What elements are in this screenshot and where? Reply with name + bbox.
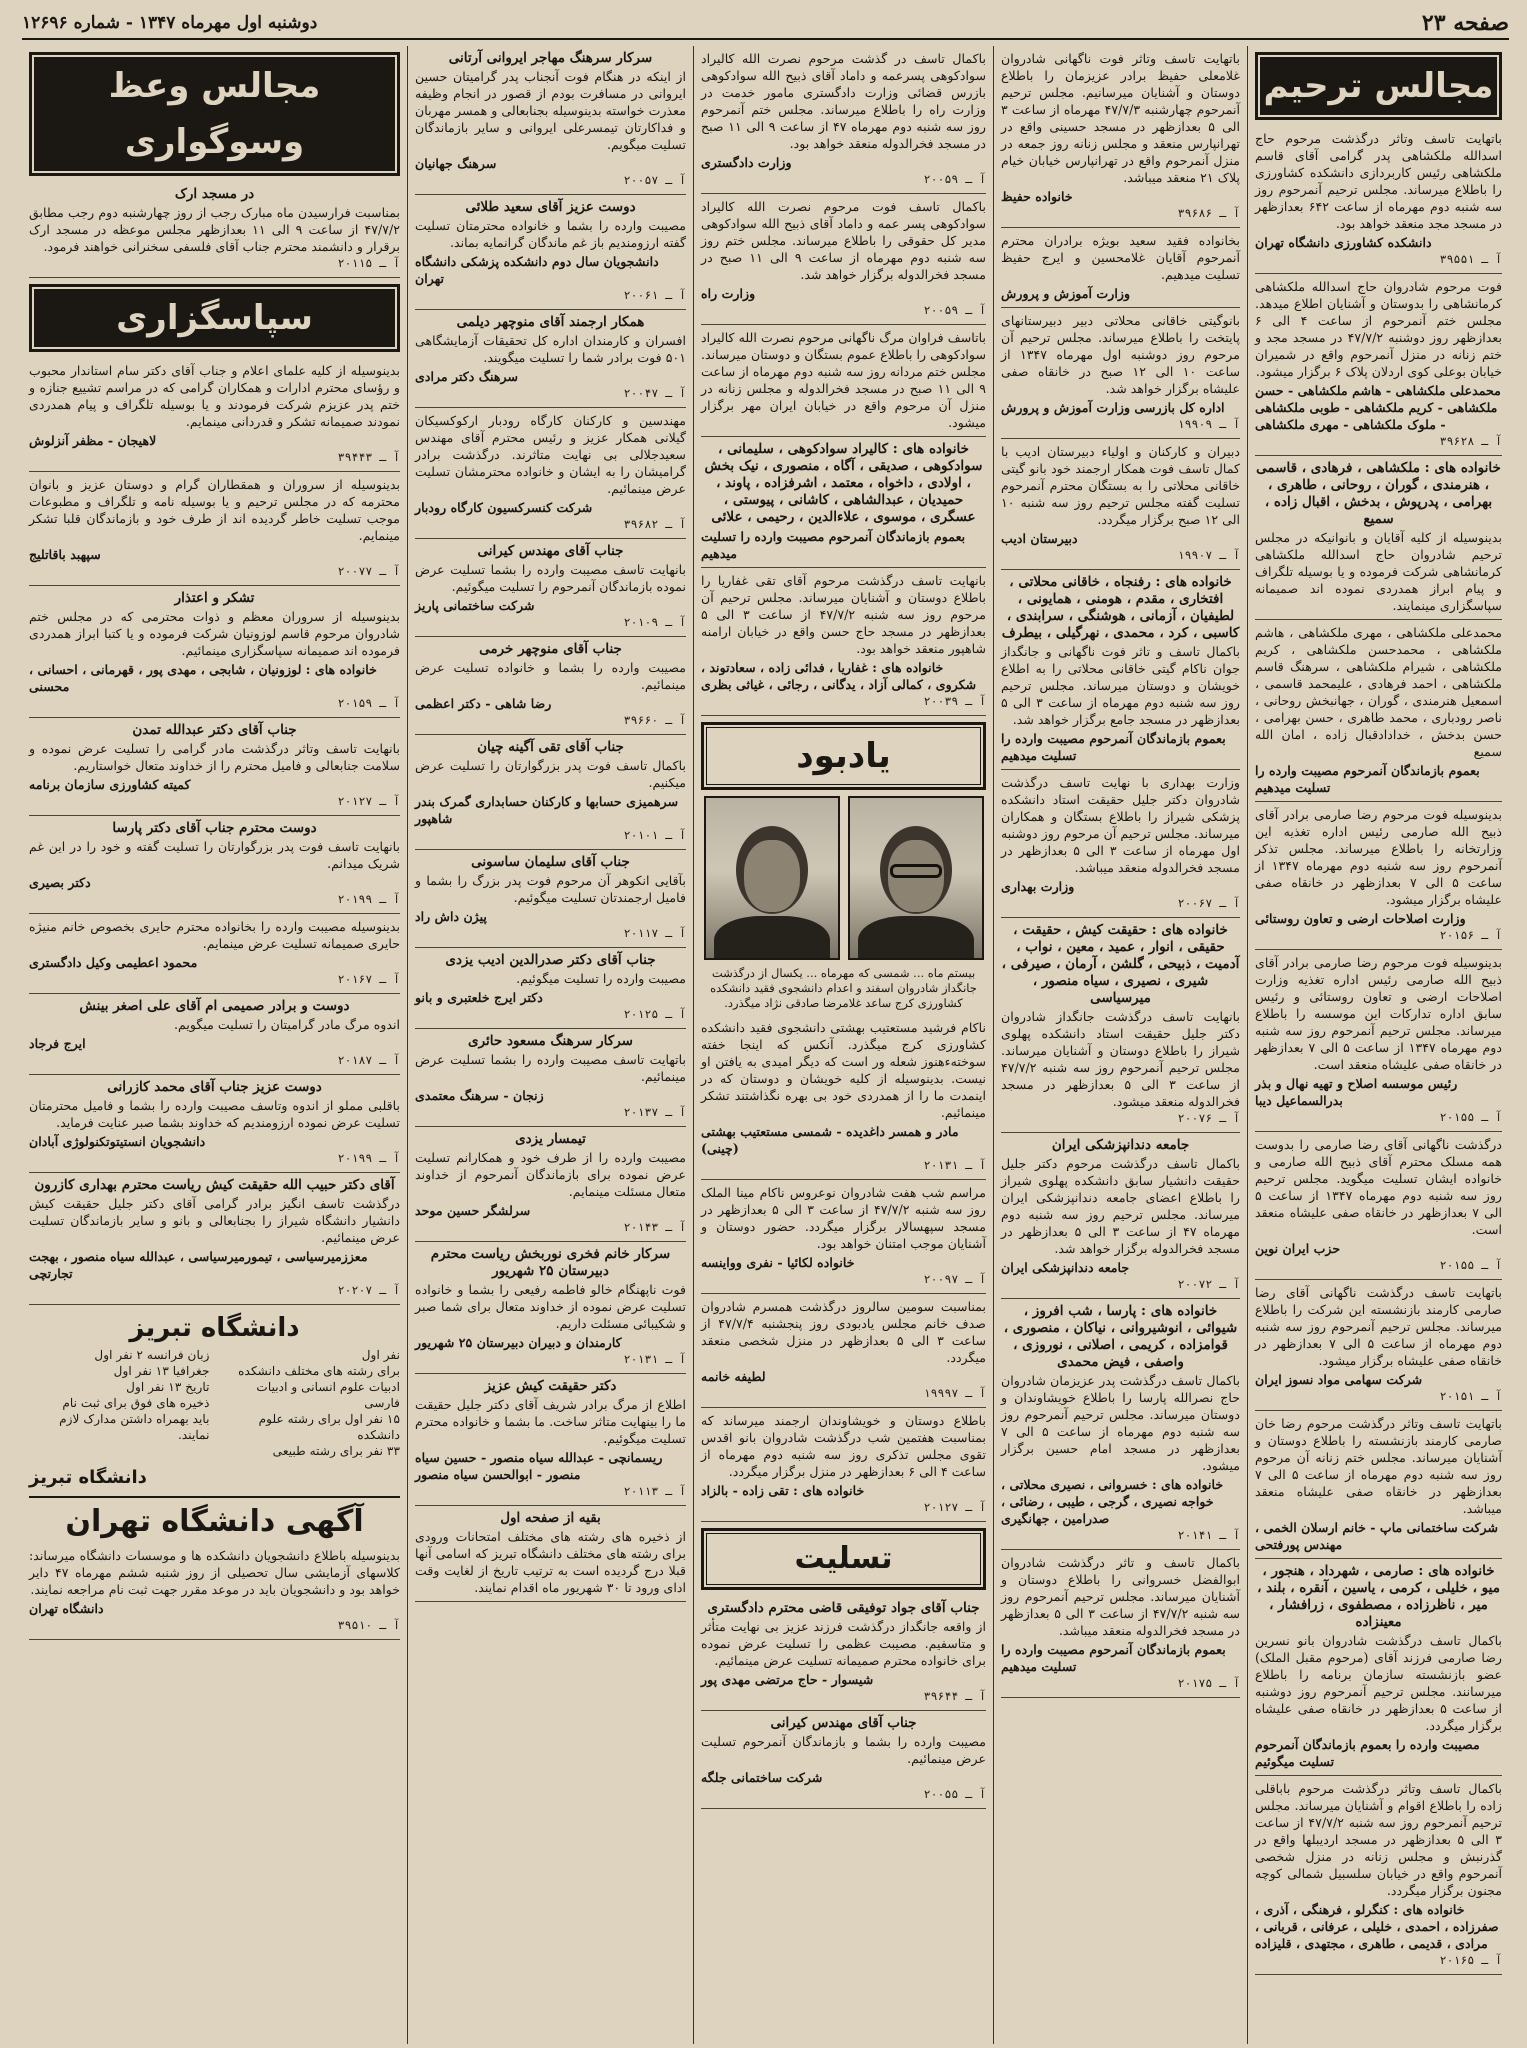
notice-title: جناب آقای سلیمان ساسونی xyxy=(471,854,630,870)
notice xyxy=(1255,802,1502,950)
notice-body: بانهایت تاسف درگذشت جانگداز شادروان دکتر جلیل حقیقت استاد دانشکده پهلوی شیراز را باطلاع دوستان و آشنایان میرساند. مجلس ترحیم آنمرحوم روز سه شنبه ۴۷/۷/۲ از ساعت ۳ الی ۵ بعدازظهر در مسجد فخرالدوله منعقد میشود. xyxy=(1001,1009,1241,1109)
notice xyxy=(29,914,400,994)
notice-body: از واقعه جانگداز درگذشت فرزند عزیز بی نهایت متأثر و متاسفیم. مصیبت عظمی را تسلیت عرض نموده برای خانواده محترم صمیمانه تسلیت عرض مینمائیم. xyxy=(701,1619,986,1668)
notice xyxy=(29,586,400,718)
notice-signature: شرکت سهامی مواد نسوز ایران xyxy=(1255,1372,1423,1387)
notice-signature: دبیرستان ادیب xyxy=(1001,531,1078,546)
table-line: ۱۵ نفر اول برای رشته علوم دانشکده xyxy=(258,1412,400,1442)
tabriz-table-right xyxy=(220,1347,401,1459)
notice xyxy=(29,182,400,278)
col5-notices-1 xyxy=(29,182,400,278)
notice xyxy=(415,1127,686,1242)
notice-body: باکمال تاسف درگذشت پدر عزیزمان شادروان حاج نصرالله پارسا را باطلاع خویشاوندان و دوستان میرساند. مجلس ترحیم آنمرحوم روز سه شنبه دوم مهرماه از ساعت ۵ الی ۷ بعدازظهر در مسجد امام حسین برگزار میشود. xyxy=(1001,1373,1240,1473)
notice-body: بانوگیتی خاقانی محلاتی دبیر دبیرستانهای پایتخت را باطلاع میرساند. مجلس ترحیم آن مرحوم روز دوشنبه اول مهرماه ۱۳۴۷ از ساعت ۱۰ الی ۱۲ صبح در خانقاه صفی علیشاه برگزار خواهد شد. xyxy=(1001,313,1240,396)
notice-body: وزارت بهداری با نهایت تاسف درگذشت شادروان دکتر جلیل حقیقت استاد دانشکده پزشکی شیراز را باطلاع بستگان و همکاران میرساند. مجلس ترحیم آن مرحوم روز دوشنبه اول مهرماه از ساعت ۳ الی ۵ بعدازظهر در مسجد فخرالدوله منعقد میباشد. xyxy=(1001,775,1241,875)
notice-code: آ ـ ۲۰۰۵۷ xyxy=(623,173,686,187)
notice-body: اندوه مرگ مادر گرامیتان را تسلیت میگویم. xyxy=(174,1017,400,1032)
notice-body: بانهایت تاسف درگذشت مرحوم آقای تقی غفاریا را باطلاع دوستان و آشنایان میرساند. مجلس ترحیم آن مرحوم روز سه شنبه ۴۷/۷/۲ از ساعت ۳ الی ۵ بعدازظهر در مسجد حاج حسن واقع در خیابان ارامنه شاهپور منعقد خواهد بود. xyxy=(701,573,987,656)
notice-signature: بعموم بازماندگان آنمرحوم مصیبت وارده را تسلیت میدهیم xyxy=(1001,731,1226,763)
notice xyxy=(415,310,686,408)
notice-body: فوت مرحوم شادروان حاج اسدالله ملکشاهی کرمانشاهی را بدوستان و آشنایان اطلاع میدهد. مجلس ختم آنمرحوم از ساعت ۴ الی ۶ بعدازظهر روز دوشنبه ۴۷/۷/۲ در مسجد مجد و ختم زنانه در منزل آنمرحوم واقع در شمیران خیابان بوعلی کوی اردلان پلاک ۶ برگزار میشود. xyxy=(1255,279,1502,379)
notice-code: آ ـ ۲۰۱۹۹ xyxy=(337,1151,400,1165)
notice-code: آ ـ ۲۰۱۳۱ xyxy=(623,1352,686,1366)
table-line: برای رشته های مختلف دانشکده xyxy=(238,1364,400,1378)
notice-signature: کمیته کشاورزی سازمان برنامه xyxy=(29,777,191,792)
notice-body: بدینوسیله فوت مرحوم رضا صارمی برادر آقای ذبیح الله صارمی رئیس اداره تغذیه این وزارتخانه را باطلاع میرساند. مجلس تذکر آنمرحوم روز سه شنبه دوم مهرماه ۱۳۴۷ از ساعت ۵ الی ۷ بعدازظهر در خانقاه صفی علیشاه برگزار میشود. xyxy=(1255,807,1503,907)
tehran-university-heading: آگهی دانشگاه تهران xyxy=(29,1496,400,1539)
notice-signature: رئیس موسسه اصلاح و تهیه نهال و بذر بدرالسماعیل دیبا xyxy=(1255,1076,1458,1108)
notice-code: آ ـ ۲۰۰۶۱ xyxy=(623,288,686,302)
notice-body: باکمال تاسف وتاثر درگذشت مرحوم باباقلی زاده را باطلاع اقوام و آشنایان میرساند. مجلس ترحیم آنمرحوم روز سه شنبه ۴۷/۷/۲ از ساعت ۳ الی ۵ بعدازظهر در مسجد اردیبلها واقع در گذرنبش و مجلس زنانه در منزل شخصی آنمرحوم واقع در خیابان سلسبیل شمالی کوچه مجنون برگزار میگردد. xyxy=(1255,1781,1503,1898)
notice xyxy=(701,1596,986,1711)
notice-body: دبیران و کارکنان و اولیاء دبیرستان ادیب با کمال تاسف فوت همکار ارجمند خود بانو گیتی خاقانی محلاتی را به بستگان محترم آنمرحوم تسلیت گفته مجلس ترحیم روز سه شنبه ۱۰ الی ۱۲ صبح برگزار میگردد. xyxy=(1001,444,1240,527)
notice-body: مصیبت وارده را بشما و بازماندگان آنمرحوم تسلیت عرض مینمائیم. xyxy=(701,1734,986,1766)
notice-title: در مسجد ارک xyxy=(174,186,255,202)
notice-body: باتاسف فراوان مرگ ناگهانی مرحوم نصرت الله کالیراد سوادکوهی را باطلاع عموم بستگان و دوستان میرساند. مجلس ختم مردانه روز سه شنبه دوم مهرماه از ساعت ۹ الی ۱۱ صبح در مسجد فخرالدوله و مجلس زنانه در منزل آن مرحوم واقع در خیابان ایران مهر برگزار میشود. xyxy=(701,330,987,430)
notice xyxy=(1255,1776,1502,1975)
tabriz-university-heading: دانشگاه تبریز xyxy=(129,1313,300,1343)
photo-caption: بیستم ماه ... شمسی که مهرماه ... یکسال از درگذشت جانگداز شادروان اسفند و اعدام دانشجوی فقید دانشکده کشاورزی کرج ساعد غلامرضا صادقی نژاد میگذرد. xyxy=(710,966,977,1010)
notice-code: آ ـ ۳۹۶۲۸ xyxy=(1439,434,1502,448)
table-line: نفر اول xyxy=(361,1348,400,1362)
notice-body: بانهایت تاسف مصیبت وارده را بشما تسلیت عرض نموده بازماندگان آنمرحوم را تسلیت میگوئیم. xyxy=(415,562,686,594)
memorial-body: ناکام فرشید مستعتیب بهشتی دانشجوی فقید دانشکده کشاورزی کرج میگذرد. آنکس که اینجا خفته سوختهءهنوز شعله ور است که دیگر امیدی به یافتن او نیست. بدینوسیله از کلیه خویشان و دوستان که در اینمدت ما را از همدردی خود بی بهره نگذاشتند تشکر مینمائیم. xyxy=(701,1020,986,1120)
notice-code: آ ـ ۲۰۱۵۵ xyxy=(1439,1110,1502,1124)
notice-signature: بعموم بازماندگان آنمرحوم مصیبت وارده را تسلیت میدهیم xyxy=(701,529,966,561)
memorial-photos xyxy=(701,796,986,960)
notice xyxy=(701,1408,986,1522)
notice-body: فوت ناپهنگام خالو فاطمه رفیعی را بشما و خانواده تسلیت عرض نموده از خداوند متعال برای شما صبر و شکیبائی مسئلت داریم. xyxy=(415,1282,686,1331)
notice-signature: وزارت بهداری xyxy=(1001,879,1075,894)
notice xyxy=(1001,308,1240,439)
notice-code: آ ـ ۲۰۱۲۷ xyxy=(923,1500,986,1514)
notice-signature: رضا شاهی - دکتر اعظمی xyxy=(415,696,552,711)
notice-body: باکمال تاسف و تاثر فوت ناگهانی و جانگداز جوان ناکام گیتی خاقانی محلاتی را به اطلاع خویشان و دوستان میرساند. مجلس ترحیم روز سه شنبه دوم مهرماه از ساعت ۳ الی ۵ بعدازظهر در مسجد جامع برگزار خواهد شد. xyxy=(1001,644,1240,727)
notice-signature: سرهمیزی حسابها و کارکنان حسابداری گمرک بندر شاهپور xyxy=(415,794,679,826)
notice-code: آ ـ ۲۰۰۴۷ xyxy=(623,386,686,400)
column-3 xyxy=(693,46,993,2044)
notice-code: آ ـ ۲۰۰۹۷ xyxy=(923,1272,986,1286)
notice-title: جناب آقای مهندس کیرانی xyxy=(477,543,624,559)
notice-code: آ ـ ۲۰۱۲۷ xyxy=(337,794,400,808)
notice-signature: بعموم بازماندگان آنمرحوم مصیبت وارده را تسلیت میدهیم xyxy=(1255,763,1480,795)
notice-title: جناب آقای مهندس کیرانی xyxy=(770,1715,917,1731)
memorial-code: آ ـ ۲۰۱۳۱ xyxy=(923,1158,986,1172)
notice-code: آ ـ ۲۰۱۶۷ xyxy=(337,972,400,986)
notice xyxy=(29,994,400,1075)
notice xyxy=(415,948,686,1029)
notice xyxy=(1255,1411,1502,1559)
notice-signature: خانواده های : تقی زاده - بالزاد xyxy=(701,1483,865,1498)
notice-body: بدینوسیله از سروران و همقطاران گرام و دوستان عزیز و بانوان محترمه که در مجلس ترحیم و یا بوسیله نامه و تلگراف و مطبوعات موجب تسلیت خاطر گردیده اند از طرف خود و بازماندگان قلبا تشکر مینمایم. xyxy=(29,477,400,543)
notice-body: بانهایت تاسف فوت پدر بزرگوارتان را تسلیت گفته و خود را در این غم شریک میدانم. xyxy=(29,839,400,871)
notice-title: خانواده های : صارمی ، شهرداد ، هنجور ، میو ، خلیلی ، کرمی ، یاسین ، آنقره ، بلند ، میر ، ناظرزاده ، مصطفوی ، زرافشار ، معینزاده xyxy=(1257,1563,1500,1630)
notice-signature: پیژن داش راد xyxy=(415,909,487,924)
notice-title: خانواده های : ملکشاهی ، فرهادی ، قاسمی ، هنرمندی ، گوران ، روحانی ، طاهری ، بهرامی ، پدرپوش ، بدخش ، اقبال زاده ، سمیع xyxy=(1256,460,1501,527)
notice-signature: شیسوار - حاج مرتضی مهدی پور xyxy=(701,1672,874,1687)
notice-signature: لطیفه خانمه xyxy=(701,1369,766,1384)
notice-code: آ ـ ۲۰۱۵۵ xyxy=(1439,1258,1502,1272)
table-line: ادبیات علوم انسانی و ادبیات فارسی xyxy=(256,1380,400,1410)
notice-signature: ایرج فرجاد xyxy=(29,1036,86,1051)
table-line: جغرافیا ۱۳ نفر اول xyxy=(113,1364,210,1378)
memorial-signature: مادر و همسر داغدیده - شمسی مستعتیب بهشتی (چینی) xyxy=(701,1124,959,1156)
notice-code: آ ـ ۲۰۰۷۲ xyxy=(1177,1277,1240,1291)
notice xyxy=(1001,1299,1240,1550)
notice-signature: سرلشگر حسین موحد xyxy=(415,1203,531,1218)
notice-body: مصیبت وارده را بشما و خانواده محترمتان تسلیت گفته ارزومندیم باز غم ماندگان گرانمایه بماند. xyxy=(415,218,686,250)
notice xyxy=(415,1374,686,1506)
notice-code: آ ـ ۲۰۱۶۵ xyxy=(1439,1953,1502,1967)
page-number: صفحه ۲۳ xyxy=(1421,10,1509,36)
notice-signature: مصیبت وارده را بعموم بازماندگان آنمرحوم تسلیت میگوئیم xyxy=(1255,1737,1480,1769)
notice-code: آ ـ ۲۰۱۰۱ xyxy=(623,828,686,842)
notice-body: افسران و کارمندان اداره کل تحقیقات آزمایشگاهی ۵۰۱ فوت برادر شما را تسلیت میگویند. xyxy=(415,333,686,365)
notice-body: باکمال تاسف درگذشت شادروان بانو نسرین رضا صارمی فرزند آقای (مرحوم مقبل الملک) عضو بازنشسته سازمان برنامه را باطلاع میرسانند. مجلس ترحیم آنمرحوم روز دوشنبه از ساعت ۵ بعدازظهر در خانقاه صفی علیشاه برگزار میگردد. xyxy=(1255,1633,1503,1733)
notice-signature: خانواده های : لوزونیان ، شابجی ، مهدی پور ، قهرمانی ، احسانی ، محسنی xyxy=(29,662,377,694)
notice-title: خانواده های : رفنجاه ، خاقانی محلاتی ، افتخاری ، مقدم ، هومنی ، همایونی ، لطیفیان ، آزمانی ، هوشنگی ، سرابندی ، کاسبی ، کرد ، محمدی ، نهرگیلی ، بیطرف xyxy=(1001,574,1240,641)
notice-signature: شرکت ساختمانی ماپ - خانم ارسلان الخمی ، مهندس پورفتحی xyxy=(1255,1520,1499,1552)
notice-signature: خانواده های : غفاریا ، فدائی زاده ، سعادتوند ، شکروی ، کمالی آزاد ، یدگانی ، رجائی ، غیاثی بظری xyxy=(701,660,977,692)
notice xyxy=(29,718,400,816)
notice-body: باتهایت تاسف وتاثر درگذشت مرحوم رضا خان صارمی کارمند بازنشسته را باطلاع دوستان و آشنایان میرساند. مجلس ختم زنانه آن مرحوم روز سه شنبه دوم مهرماه از ساعت ۵ الی ۷ بعدازظهر در خانقاه صفی علیشاه منعقد میباشد. xyxy=(1255,1416,1502,1516)
notice-signature: لاهیجان - مظفر آنزلوش xyxy=(29,433,157,448)
issue-date: دوشنبه اول مهرماه ۱۳۴۷ - شماره ۱۲۶۹۶ xyxy=(22,13,318,33)
col2-notices xyxy=(1001,46,1240,1698)
notice-signature: معززمیرسیاسی ، تیمورمیرسیاسی ، عبدالله سیاه منصور ، بهجت تجارتچی xyxy=(29,1249,368,1281)
notice-body: بآقایی انکوهر آن مرحوم فوت پدر بزرگ را بشما و فامیل ارجمندتان تسلیت میگوئیم. xyxy=(415,873,686,905)
notice-signature: بعموم بازماندگان آنمرحوم مصیبت وارده را تسلیت میدهیم xyxy=(1001,1642,1226,1674)
notice-title: تیمسار یزدی xyxy=(515,1131,586,1147)
table-line: ذخیره های فوق برای ثبت نام xyxy=(62,1396,210,1410)
notice-code: آ ـ ۱۹۹۹۷ xyxy=(923,1386,986,1400)
notice-signature: ریسمانچی - عبدالله سیاه منصور - حسین سیاه منصور - ابوالحسن سیاه منصور xyxy=(415,1450,663,1482)
notice xyxy=(1001,1133,1240,1299)
notice-code: آ ـ ۲۰۱۵۶ xyxy=(1439,928,1502,942)
col1-notices xyxy=(1255,126,1502,1975)
page-header xyxy=(22,8,1509,40)
notice-title: جناب آقای منوچهر خرمی xyxy=(479,641,622,657)
notice xyxy=(29,816,400,914)
notice-code: آ ـ ۲۰۱۳۷ xyxy=(623,1105,686,1119)
banner-yadbood: یادبود xyxy=(701,722,986,790)
notice-body: باکمال تاسف در گذشت مرحوم نصرت الله کالیراد سوادکوهی پسرعمه و داماد آقای ذبیح الله سوادکوهی بازرس قضائی وزارت دادگستری مامور خدمت در وزارت راه را باطلاع میرساند. مجلس ختم آنمرحوم روز سه شنبه دوم مهرماه ۴۷ از ساعت ۹ الی ۱۱ صبح در مسجد فخرالدوله منعقد خواهد بود. xyxy=(701,51,986,151)
notice-body: درگذشت ناگهانی آقای رضا صارمی را بدوست همه مسلک محترم آقای ذبیح الله صارمی و خانواده ایشان تسلیت میگوید. مجلس ترحیم روز سه شنبه دوم مهرماه ۱۳۴۷ از ساعت ۵ الی ۷ بعدازظهر در خانقاه صفی علیشاه منعقد است. xyxy=(1255,1137,1502,1237)
notice xyxy=(1255,456,1502,620)
portrait-photo-right xyxy=(704,796,840,960)
notice xyxy=(701,325,986,437)
notice-code: آ ـ ۱۹۹۰۷ xyxy=(1177,548,1240,562)
notice-code: آ ـ ۲۰۱۴۳ xyxy=(623,1220,686,1234)
banner-tasliyat: تسلیت xyxy=(701,1528,986,1590)
notice-signature: دانشکده کشاورزی دانشگاه تهران xyxy=(1255,235,1432,250)
notice xyxy=(701,1294,986,1408)
notice-code: آ ـ ۳۹۶۸۲ xyxy=(623,517,686,531)
notice-body: محمدعلی ملکشاهی ، مهری ملکشاهی ، هاشم ملکشاهی ، محمدحسن ملکشاهی ، کریم ملکشاهی ، شیرام ملکشاهی ، سرهنگ قاسم ملکشاهی ، احمد فرهادی ، علیمحمد قاسمی ، اسمعیل هنرمندی ، گوران ، جهانبخش روحانی ، ناصر رودباری ، محمد طاهری ، حسن بهرامی ، حسن بدخش ، خدادادقبال زاده ، امان الله سمیع xyxy=(1255,625,1502,759)
notice-body: باکمال تاسف فوت پدر بزرگوارتان را تسلیت عرض میکنیم. xyxy=(415,758,686,790)
notice-signature: محمود اعطیمی وکیل دادگستری xyxy=(29,955,198,970)
notice-body: اطلاع از مرگ برادر شریف آقای دکتر جلیل حقیقت ما را بینهایت متاثر ساخت. ما بشما و خانواده محترم تسلیت میگوئیم. xyxy=(415,1397,686,1446)
notice xyxy=(701,1711,986,1809)
banner-sepasgozari: سپاسگزاری xyxy=(29,284,400,352)
notice xyxy=(1001,570,1240,770)
banner-majales-tarhim: مجالس ترحیم xyxy=(1255,52,1502,120)
notice-body: بانهایت تاسف وتاثر درگذشت مادر گرامی را تسلیت عرض نموده و سلامت جنابعالی و فامیل محترم را از خداوند متعال خواستاریم. xyxy=(29,741,400,773)
notice-code: آ ـ ۳۹۴۴۳ xyxy=(337,450,400,464)
portrait-photo-left xyxy=(848,796,984,960)
notice-signature: حزب ایران نوین xyxy=(1255,1241,1341,1256)
notice-signature: سپهبد باقاتلیج xyxy=(29,547,101,562)
notice-title: دوست عزیز آقای سعید طلائی xyxy=(465,199,636,215)
notice-code: آ ـ ۳۹۶۶۰ xyxy=(623,713,686,727)
column-5 xyxy=(22,46,407,2044)
notice-body: باکمال تاسف درگذشت مرحوم دکتر جلیل حقیقت دانشیار سابق دانشکده پهلوی شیراز را باطلاع اعضای جامعه دندانپزشکی ایران میرساند. مجلس ترحیم روز سه شنبه دوم مهرماه ۴۷ از ساعت ۳ الی ۵ بعدازظهر در مسجد فخرالدوله برگزار خواهد شد. xyxy=(1001,1156,1241,1256)
notice-body: باطلاع دوستان و خویشاوندان ارجمند میرساند که بمناسبت هفتمین شب درگذشت شادروان بانو اقدس تقوی مجلس تذکری روز سه شنبه دوم مهرماه از ساعت ۴ الی ۶ بعدازظهر در منزل برگزار میگردد. xyxy=(701,1413,986,1479)
notice xyxy=(1255,1559,1502,1776)
notice-signature: خانواده حفیظ xyxy=(1001,189,1073,204)
notice xyxy=(1255,620,1502,802)
notice-body: بدینوسیله از سروران معظم و ذوات محترمی که در مجلس ختم شادروان مرحوم قاسم لوزونیان شرکت فرموده و یا کتبا ابراز همدردی فرموده اند صمیمانه سپاسگزاری مینمائیم. xyxy=(29,609,400,658)
notice-body: باتهایت تاسف وتاثر فوت ناگهانی شادروان غلامعلی حفیظ برادر عزیزمان را باطلاع دوستان و آشنایان میرسانیم. مجلس ترحیم آنمرحوم چهارشنبه ۴۷/۷/۳ مهرماه از ساعت ۳ الی ۵ بعدازظهر در مسجد حسینی واقع در تهرانپارس منعقد و مجلس زنانه روز جمعه در منزل آنمرحوم واقع در تهرانپارس خیابان خیام پلاک ۲۱ منعقد میباشد. xyxy=(1001,51,1240,185)
notice-code: آ ـ ۲۰۱۵۱ xyxy=(1439,1389,1502,1403)
notice-title: جامعه دندانپزشکی ایران xyxy=(1051,1137,1190,1153)
col3-notices xyxy=(701,46,986,716)
notice-body: مصیبت وارده را بشما و خانواده تسلیت عرض مینمائیم. xyxy=(415,660,686,692)
notice xyxy=(415,735,686,850)
notice-signature: دانشجویان انستیتوتکنولوژی آبادان xyxy=(29,1134,206,1149)
notice xyxy=(701,1180,986,1294)
notice-signature: کارمندان و دبیران دبیرستان ۲۵ شهریور xyxy=(415,1335,622,1350)
notice-code: آ ـ ۲۰۱۸۷ xyxy=(337,1053,400,1067)
notice xyxy=(415,539,686,637)
notice-code: آ ـ ۲۰۰۵۹ xyxy=(923,303,986,317)
notice xyxy=(1255,126,1502,274)
column-1 xyxy=(1247,46,1509,2044)
notice-body: باکمال تاسف فوت مرحوم نصرت الله کالیراد سوادکوهی پسر عمه و داماد آقای ذبیح الله سوادکوهی مدیر کل حقوقی را باطلاع میرساند. مجلس ختم روز سه شنبه دوم مهرماه از ساعت ۹ الی ۱۱ صبح در مسجد فخرالدوله برگزار خواهد شد. xyxy=(701,199,987,282)
notice xyxy=(1255,1132,1502,1280)
notice-signature: دکتر ایرج خلعتبری و بانو xyxy=(415,990,543,1005)
notice-body: بمناسبت سومین سالروز درگذشت همسرم شادروان صدف خانم مجلس یادبودی روز پنجشنبه ۴۷/۷/۴ از ساعت ۳ الی ۵ بعدازظهر در منزل شخصی منعقد میگردد. xyxy=(701,1299,986,1365)
notice xyxy=(415,850,686,948)
notice-code: آ ـ ۲۰۱۰۹ xyxy=(623,615,686,629)
notice-signature: شرکت کنسرکسیون کارگاه رودبار xyxy=(415,500,593,515)
notice-code: آ ـ ۲۰۰۵۹ xyxy=(923,172,986,186)
notice-code: آ ـ ۲۰۰۵۵ xyxy=(923,1787,986,1801)
notice xyxy=(29,472,400,586)
notice-title: دکتر حقیقت کیش عزیز xyxy=(484,1378,617,1394)
notice-signature: اداره کل بازرسی وزارت آموزش و پرورش xyxy=(1001,400,1225,415)
notice-signature: محمدعلی ملکشاهی - هاشم ملکشاهی - حسن ملکشاهی - کریم ملکشاهی - طوبی ملکشاهی - ملوک ملکشاهی - مهری ملکشاهی xyxy=(1255,383,1501,432)
notice-body: بدینوسیله از کلیه آقایان و بانوانیکه در مجلس ترحیم شادروان حاج اسدالله ملکشاهی کرمانشاهی شرکت فرموده و یا بوسیله تلگراف و پیام ابراز همدردی نموده اند صمیمانه سپاسگزاری مینمایند. xyxy=(1255,530,1502,613)
notice-body: مهندسین و کارکنان کارگاه رودبار ارکوکسیکان گیلانی همکار عزیز و رئیس محترم آقای مهندس سعیدجلالی بی نهایت متاثرند. درگذشت برادر گرامیشان را به ایشان و خانواده محترمشان تسلیت عرض مینمائیم. xyxy=(415,413,686,496)
notice-code: آ ـ ۳۹۶۴۴ xyxy=(923,1689,986,1703)
notice-code: آ ـ ۲۰۱۱۳ xyxy=(623,1484,686,1498)
notice xyxy=(415,46,686,195)
notice-code: آ ـ ۳۹۵۵۱ xyxy=(1439,252,1502,266)
notice-code: آ ـ ۲۰۱۱۵ xyxy=(337,256,400,270)
notice-title: دوست محترم جناب آقای دکتر پارسا xyxy=(112,820,317,836)
notice xyxy=(1001,46,1240,228)
notice xyxy=(1001,1550,1240,1698)
col3-notices-2 xyxy=(701,1180,986,1522)
col4-notices xyxy=(415,46,686,1506)
notice-title: سرکار سرهنگ مسعود حائری xyxy=(468,1033,633,1049)
notice-code: آ ـ ۲۰۰۷۷ xyxy=(337,564,400,578)
notice xyxy=(29,358,400,472)
notice-body: مصیبت وارده را از طرف خود و همکارانم تسلیت عرض نموده برای بازماندگان آنمرحوم از خداوند متعال مسئلت مینمایم. xyxy=(415,1150,686,1199)
notice-body: بمناسبت فرارسیدن ماه مبارک رجب از روز چهارشنبه دوم رجب مطابق ۴۷/۷/۲ از ساعت ۹ الی ۱۱ بعدازظهر مجلس موعظه در مسجد ارک برقرار و دانشمند محترم جناب آقای فلسفی سخنرانی خواهند فرمود. xyxy=(29,205,400,254)
notice-signature: جامعه دندانپزشکی ایران xyxy=(1001,1260,1130,1275)
notice-body: بدینوسیله مصیبت وارده را بخانواده محترم حایری بخصوص خانم منیژه حایری صمیمانه تسلیت عرض مینمایم. xyxy=(29,919,400,951)
notice-body: مراسم شب هفت شادروان نوعروس ناکام مینا الملک روز سه شنبه ۴۷/۷/۲ از ساعت ۳ الی ۵ بعدازظهر در مسجد سپهسالار برگزار میگردد. حضور دوستان و آشنایان موجب امتنان خواهد بود. xyxy=(701,1185,986,1251)
notice xyxy=(1001,228,1240,308)
notice-code: آ ـ ۲۰۰۶۷ xyxy=(1177,896,1240,910)
notice-code: آ ـ ۲۰۰۳۹ xyxy=(923,694,986,708)
notice-signature: خانواده های : کنگرلو ، فرهنگی ، آذری ، صفرزاده ، احمدی ، خلیلی ، عرفانی ، قربانی ، مرادی ، قدیمی ، طاهری ، مجتهدی ، قلیزاده xyxy=(1255,1902,1499,1951)
notice xyxy=(1001,439,1240,570)
notice xyxy=(415,195,686,310)
banner-majales-vaz: مجالس وعظ وسوگواری xyxy=(29,52,400,176)
notice-code: آ ـ ۲۰۱۵۹ xyxy=(337,696,400,710)
table-line: باید بهمراه داشتن مدارک لازم نمایند. xyxy=(59,1412,210,1442)
notice-body: مصیبت وارده را تسلیت میگوئیم. xyxy=(516,971,686,986)
notice-code: آ ـ ۱۹۹۰۹ xyxy=(1177,417,1240,431)
notice-signature: وزارت آموزش و پرورش xyxy=(1001,286,1131,301)
notice-code: آ ـ ۲۰۱۹۹ xyxy=(337,892,400,906)
notice-title: خانواده های : پارسا ، شب افروز ، شیوائی ، انوشیروانی ، نیاکان ، منصوری ، قوامزاده ، کریمی ، اصلانی ، نوروزی ، واصفی ، فیض محمدی xyxy=(1003,1303,1238,1370)
memorial-notice xyxy=(701,1015,986,1180)
table-line: تاریخ ۱۳ نفر اول xyxy=(126,1380,210,1394)
notice xyxy=(701,46,986,194)
table-line: ۳۳ نفر برای رشته طبیعی xyxy=(272,1444,400,1458)
notice-signature: وزارت دادگستری xyxy=(701,155,792,170)
notice-code: آ ـ ۲۰۱۴۱ xyxy=(1177,1528,1240,1542)
notice-signature: وزارت اصلاحات ارضی و تعاون روستائی xyxy=(1255,911,1466,926)
notice-signature: شرکت ساختمانی پاریز xyxy=(415,598,535,613)
notice xyxy=(701,194,986,325)
notice-code: آ ـ ۳۹۶۸۶ xyxy=(1177,206,1240,220)
notice-body: بخانواده فقید سعید بویژه برادران محترم آنمرحوم آقایان غلامحسین و ایرج حفیظ تسلیت میدهیم. xyxy=(1001,233,1240,282)
notice xyxy=(1255,274,1502,456)
notice-signature: وزارت راه xyxy=(701,286,756,301)
notice-title: جناب آقای دکتر صدرالدین ادیب یزدی xyxy=(445,952,656,968)
notice-title: دوست عزیز جناب آقای محمد کازرانی xyxy=(107,1079,322,1095)
notice-body: باقلبی مملو از اندوه وتاسف مصیبت وارده را بشما و فامیل محترمتان تسلیت عرض نموده ارزومندیم که خداوند بشما صبر عنایت فرماید. xyxy=(29,1098,400,1130)
notice xyxy=(415,1242,686,1374)
notice-title: تشکر و اعتذار xyxy=(174,590,255,606)
notice-signature: شرکت ساختمانی جلگه xyxy=(701,1770,823,1785)
notice-signature: دانشجویان سال دوم دانشکده پزشکی دانشگاه تهران xyxy=(415,254,659,286)
notice-code: آ ـ ۲۰۱۱۷ xyxy=(623,926,686,940)
notice-title: سرکار خانم فخری نوربخش ریاست محترم دبیرستان ۲۵ شهریور xyxy=(430,1246,671,1279)
notice xyxy=(415,637,686,735)
notice xyxy=(415,408,686,539)
notice-body: از اینکه در هنگام فوت آنجناب پدر گرامیتان حسین ایروانی در مسافرت بودم از قصور در انجام وظیفه معذرت خواسته بدینوسیله بجنابعالی و همسر مهربان و فداکارتان تیمسرعلی ایروانی و سایر بازماندگان تسلیت میگویم. xyxy=(415,69,686,152)
col5-notices-2 xyxy=(29,358,400,1305)
notice xyxy=(415,1029,686,1127)
notice-title: خانواده های : حقیقت کیش ، حقیقت ، حقیقی ، انوار ، عمید ، معین ، نواب ، آدمیت ، ذبیحی ، گلشن ، آرمان ، صیرفی ، شیری ، نصیری ، سیاه منصور ، میرسیاسی xyxy=(1001,922,1240,1006)
table-line: زبان فرانسه ۲ نفر اول xyxy=(94,1348,210,1362)
notice xyxy=(1255,1280,1502,1411)
columns xyxy=(22,46,1509,2044)
notice-title: آقای دکتر حبیب الله حقیقت کیش ریاست محترم بهداری کازرون xyxy=(34,1177,395,1193)
notice-body: باتهایت تاسف مصیبت وارده را بشما تسلیت عرض مینمائیم. xyxy=(415,1052,686,1084)
notice-code: آ ـ ۲۰۱۷۵ xyxy=(1177,1676,1240,1690)
notice-signature: دکتر بصیری xyxy=(29,875,91,890)
notice-title: دوست و برادر صمیمی ام آقای علی اصغر بینش xyxy=(79,998,350,1014)
notice xyxy=(29,1075,400,1173)
col3-notices-3 xyxy=(701,1596,986,1809)
notice-body: باکمال تاسف و تاثر درگذشت شادروان ابوالفضل خسروانی را باطلاع دوستان و آشنایان میرساند. مجلس ترحیم آنمرحوم روز سه شنبه ۴۷/۷/۲ از ساعت ۳ الی ۵ بعدازظهر در مسجد فخرالدوله منعقد میباشد. xyxy=(1001,1555,1240,1638)
notice-code: آ ـ ۲۰۰۷۶ xyxy=(1177,1111,1240,1125)
notice xyxy=(701,437,986,568)
tabriz-table xyxy=(29,1347,400,1459)
notice-body: باتهایت تاسف وتاثر درگذشت مرحوم حاج اسدالله ملکشاهی پدر گرامی آقای قاسم ملکشاهی رئیس کاربردازی دانشکده کشاورزی را باطلاع میرساند. مجلس ترحیم آنمرحوم روز سه شنبه دوم مهرماه از ساعت ۶۴۲ بعدازظهر در مسجد مجد منعقد خواهد بود. xyxy=(1255,131,1502,231)
tabriz-table-left xyxy=(29,1347,210,1459)
notice-signature: سرهنگ دکتر مرادی xyxy=(415,369,518,384)
notice-title: همکار ارجمند آقای منوچهر دیلمی xyxy=(456,314,645,330)
notice xyxy=(1001,918,1240,1133)
notice xyxy=(29,1173,400,1305)
notice xyxy=(1001,770,1240,918)
column-4 xyxy=(407,46,693,2044)
notice-title: خانواده های : کالیراد سوادکوهی ، سلیمانی ، سوادکوهی ، صدیقی ، آگاه ، منصوری ، نیک بخش ، اولادی ، داخواه ، معتمد ، اشرفزاده ، پاوند ، حمیدیان ، عبدالشاهی ، کاشانی ، پیوستی ، عسگری ، موسوی ، علاءالدین ، رحیمی ، علائی xyxy=(704,441,983,525)
notice-title: جناب آقای تقی آگینه چیان xyxy=(477,739,624,755)
continuation-notice: بقیه از صفحه اول از ذخیره های رشته های مختلف امتحانات ورودی برای رشته های مختلف دانشگاه تبریز که اسامی آنها قبلا درج گردیده است به ترتیب تاریخ از لغایت وقت ادای ورود تا ۳۰ شهریور ماه اقدام نمایند. xyxy=(415,1506,686,1602)
tabriz-signature: دانشگاه تبریز xyxy=(29,1467,147,1488)
notice-title: جناب آقای جواد توفیقی قاضی محترم دادگستری xyxy=(707,1600,980,1616)
notice-title: جناب آقای دکتر عبدالله تمدن xyxy=(132,722,297,738)
notice-body: بدینوسیله از کلیه علمای اعلام و جناب آقای دکتر سام استاندار محبوب و رؤسای محترم ادارات و همکاران گرامی که در مراسم تشییع جنازه و ختم پدر عزیزم شرکت فرمودند و یا بوسیله تلگراف و پیام همدردی نمودند صمیمانه تشکر و قدردانی مینمایم. xyxy=(29,363,400,429)
notice-body: باتهایت تاسف درگذشت ناگهانی آقای رضا صارمی کارمند بازنشسته این شرکت را باطلاع میرساند. مجلس ترحیم آنمرحوم روز سه شنبه دوم مهرماه از ساعت ۵ الی ۷ بعدازظهر در خانقاه صفی علیشاه برگزار میشود. xyxy=(1255,1285,1503,1368)
notice xyxy=(1255,950,1502,1132)
notice-body: بدینوسیله فوت مرحوم رضا صارمی برادر آقای ذبیح الله صارمی رئیس اداره تغذیه وزارت اصلاحات ارضی و تعاون روستائی و رئیس سابق اداره تدارکات این موسسه را باطلاع میرساند. مجلس ترحیم آنمرحوم روز سه شنبه دوم مهرماه ۱۳۴۷ از ساعت ۵ الی ۷ بعدازظهر در خانقاه صفی علیشاه منعقد است. xyxy=(1255,955,1502,1072)
notice-signature: خانواده لکائیا - نفری وواینسه xyxy=(701,1255,855,1270)
notice xyxy=(701,568,986,716)
notice-signature: خانواده های : خسروانی ، نصیری محلاتی ، خواجه نصیری ، گرجی ، طیبی ، رضائی ، صدرامین ، جهانگیری xyxy=(1001,1477,1224,1526)
notice-signature: سرهنگ جهانیان xyxy=(415,156,497,171)
column-2 xyxy=(993,46,1247,2044)
notice-title: سرکار سرهنگ مهاجر ایروانی آرتانی xyxy=(448,50,653,66)
notice-code: آ ـ ۲۰۱۲۵ xyxy=(623,1007,686,1021)
notice-signature: زنجان - سرهنگ معتمدی xyxy=(415,1088,544,1103)
notice-body: درگذشت تاسف انگیز برادر گرامی آقای دکتر جلیل حقیقت کیش دانشیار دانشگاه شیراز را بجنابعالی و بانو و سایر بازماندگان تسلیت عرض مینمائیم. xyxy=(29,1196,400,1245)
notice-code: آ ـ ۲۰۲۰۷ xyxy=(337,1283,400,1297)
tehran-notice: بدینوسیله باطلاع دانشجویان دانشکده ها و موسسات دانشگاه میرساند: کلاسهای آزمایشی سال تحصیلی از روز شنبه ششم مهرماه ۴۷ دایر خواهد بود و دانشجویان باید در موعد مقرر جهت ثبت نام مراجعه نمایند. دانشگاه تهران آ ـ ۳۹۵۱۰ xyxy=(29,1543,400,1640)
